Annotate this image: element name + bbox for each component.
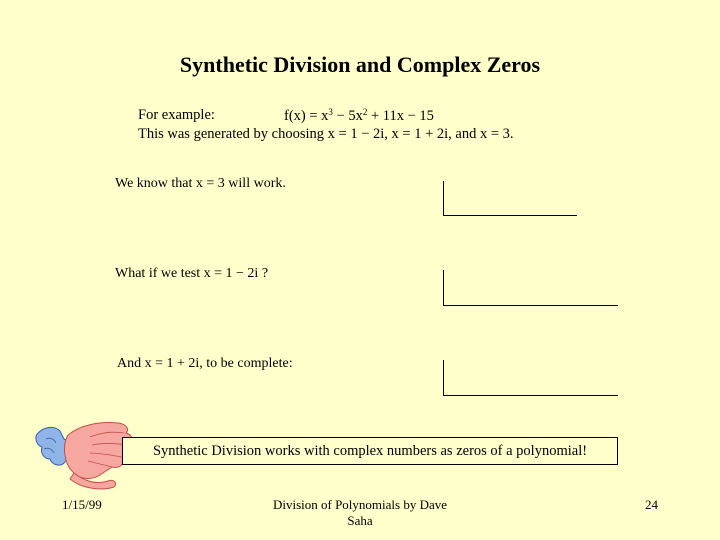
footer-title-line2: Saha [347,513,373,528]
case-2-label: What if we test x = 1 − 2i ? [115,266,269,281]
division-rule [443,215,577,216]
example-label: For example: [138,107,215,123]
division-rule [443,305,618,306]
division-bar [443,360,444,395]
footer-title-line1: Division of Polynomials by Dave [272,497,448,512]
footer-title [250,497,470,529]
case-1-label: We know that x = 3 will work. [115,176,286,191]
page-number: 24 [645,497,658,512]
page-title: Synthetic Division and Complex Zeros [179,52,541,77]
division-bar [443,181,444,215]
division-rule [443,395,618,396]
division-bar [443,270,444,305]
callout-box: Synthetic Division works with complex numbers as zeros of a polynomial! [122,437,618,465]
case-3-label: And x = 1 + 2i, to be complete: [117,356,293,371]
function-expression: $f(x) = x^3 - 5x^2 + 11x - 15$ [284,107,434,124]
footer-date: 1/15/99 [62,497,102,512]
generated-note: This was generated by choosing x = 1 − 2i, x = 1 + 2i, and x = 3. [138,126,514,142]
